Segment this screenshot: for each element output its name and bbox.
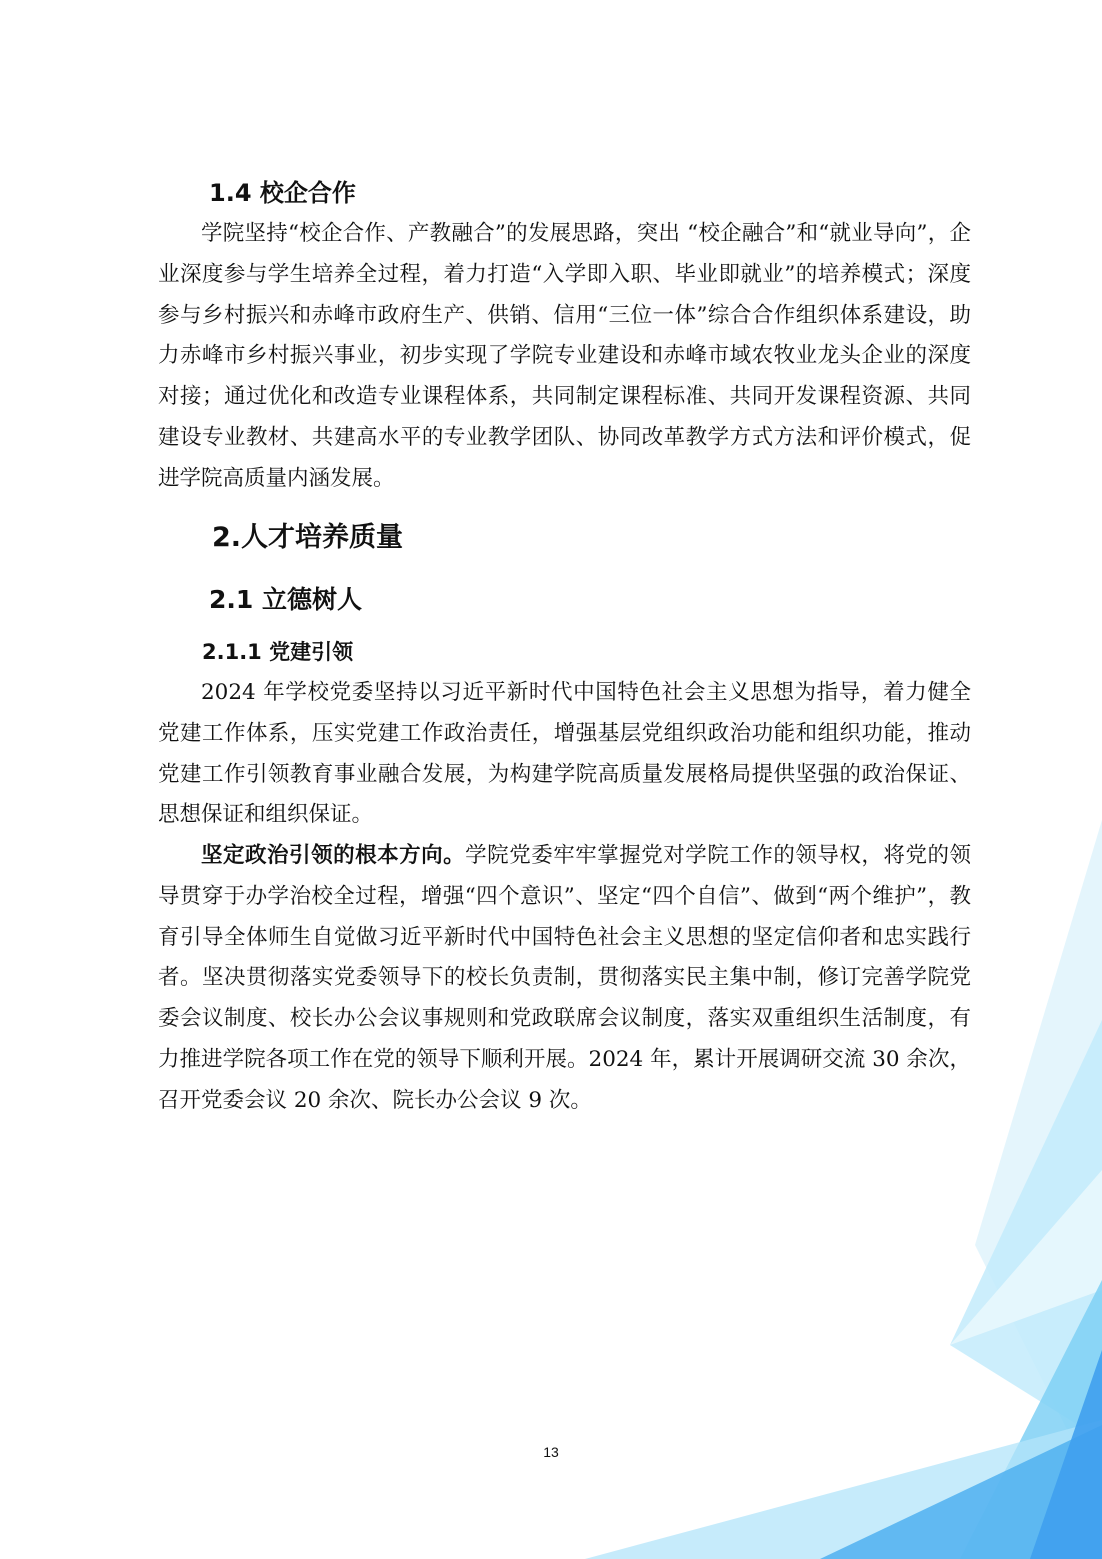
section-heading-2: 2.人才培养质量 (212, 522, 404, 553)
page-number: 13 (543, 1444, 559, 1460)
paragraph-school-enterprise: 学院坚持“校企合作、产教融合”的发展思路，突出 “校企融合”和“就业导向”，企业深度参与学生培养全过程，着力打造“入学即入职、毕业即就业”的培养模式；深度参与乡村振兴和赤峰市政府生产、供销、信用“三位一体”综合合作组织体系建设，助力赤峰市乡村振兴事业，初步实现了学院专业建设和赤峰市域农牧业龙头企业的深度对接；通过优化和改造专业课程体系，共同制定课程标准、共同开发课程资源、共同建设专业教材、共建高水平的专业教学团队、协同改革教学方式方法和评价模式，促进学院高质量内涵发展。 (158, 221, 971, 491)
paragraph-lead-bold: 坚定政治引领的根本方向。 (201, 843, 466, 868)
paragraph-political-direction (158, 836, 971, 1122)
section-heading-1-4: 1.4 校企合作 (209, 179, 356, 207)
section-heading-2-1: 2.1 立德树人 (209, 585, 362, 614)
paragraph-body: 学院党委牢牢掌握党对学院工作的领导权，将党的领导贯穿于办学治校全过程，增强“四个意识”、坚定“四个自信”、做到“两个维护”，教育引导全体师生自觉做习近平新时代中国特色社会主义思想的坚定信仰者和忠实践行者。坚决贯彻落实党委领导下的校长负责制，贯彻落实民主集中制，修订完善学院党委会议制度、校长办公会议事规则和党政联席会议制度，落实双重组织生活制度，有力推进学院各项工作在党的领导下顺利开展。2024 年，累计开展调研交流 30 余次，召开党委会议 20 余次、院长办公会议 9 次。 (158, 843, 971, 1113)
paragraph-party-building: 2024 年学校党委坚持以习近平新时代中国特色社会主义思想为指导，着力健全党建工作体系，压实党建工作政治责任，增强基层党组织政治功能和组织功能，推动党建工作引领教育事业融合发展，为构建学院高质量发展格局提供坚强的政治保证、思想保证和组织保证。 (158, 680, 971, 828)
section-heading-2-1-1: 2.1.1 党建引领 (202, 640, 354, 664)
